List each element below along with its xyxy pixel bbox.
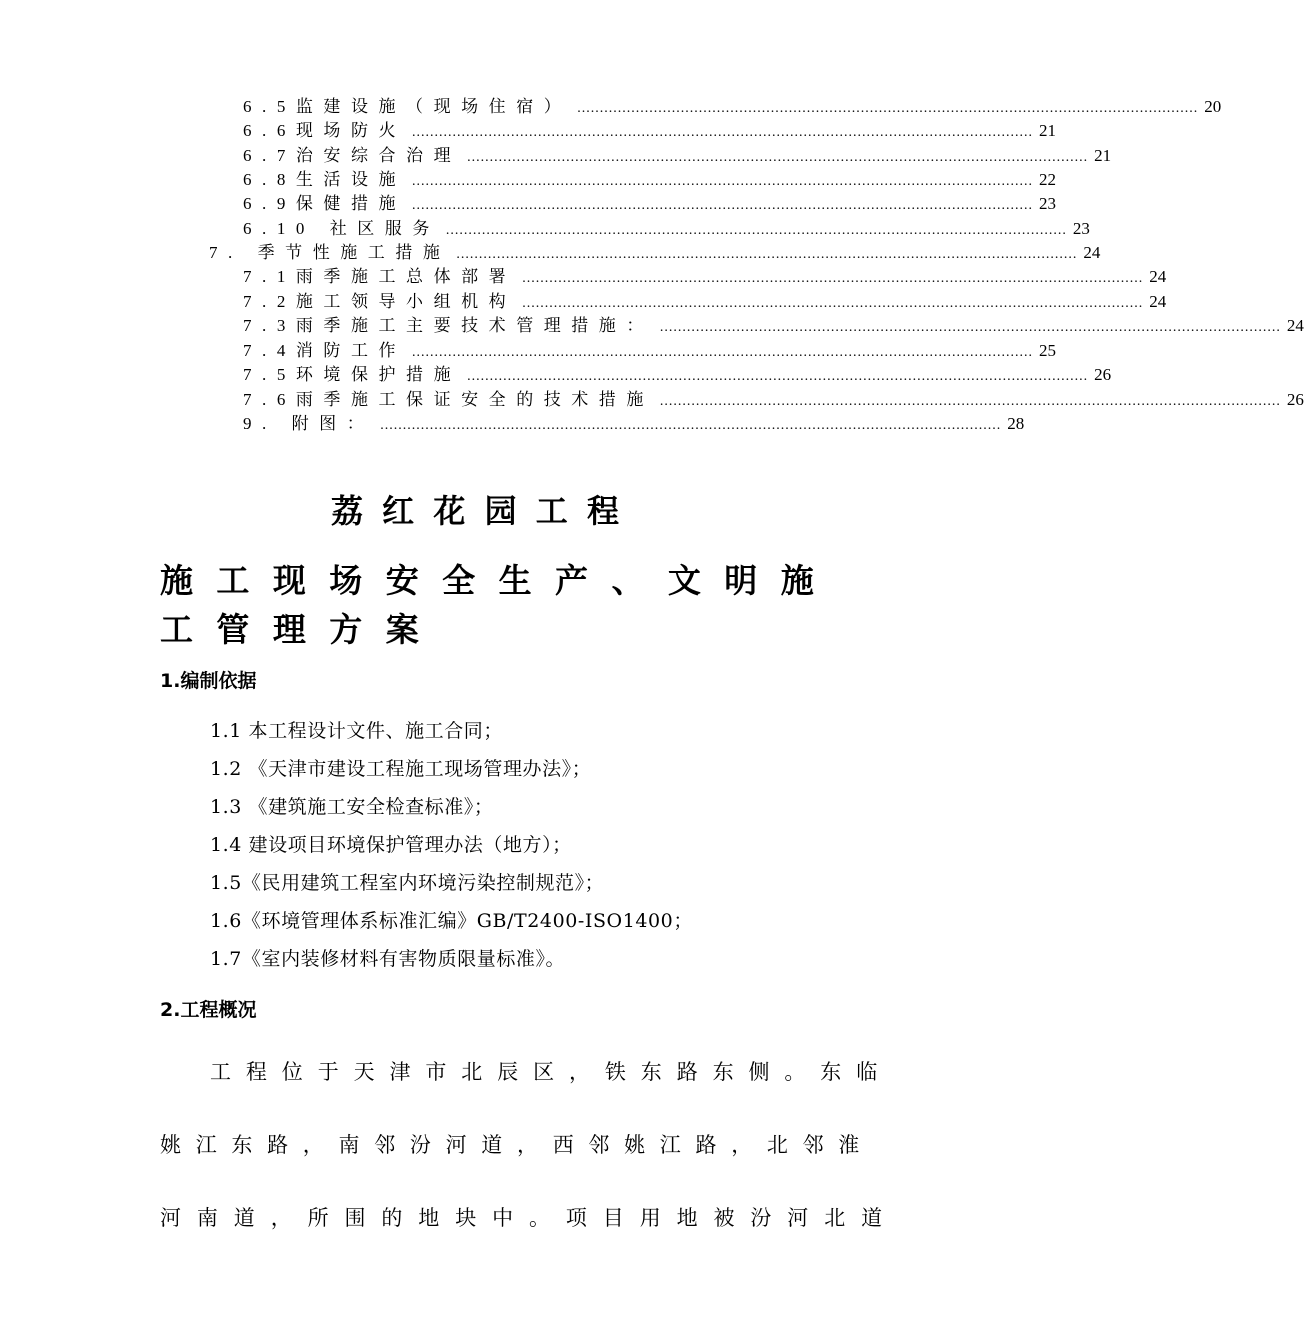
toc-entry-label: 6.8生活设施 [243, 170, 407, 189]
toc-leader-dots: .......................................................................................................................................... [467, 150, 1089, 165]
overview-paragraph-line: 姚江东路，南邻汾河道，西邻姚江路，北邻淮 [160, 1133, 874, 1157]
toc-entry-page: 24 [1149, 292, 1167, 311]
toc-entry-page: 23 [1072, 219, 1090, 238]
toc-entry-page: 23 [1039, 194, 1057, 213]
basis-item: 1.7《室内装修材料有害物质限量标准》。 [210, 948, 566, 970]
toc-entry-label: 7.6雨季施工保证安全的技术措施 [243, 390, 654, 409]
toc-entry[interactable] [243, 336, 1057, 360]
toc-leader-dots: .......................................................................................................................................... [659, 394, 1281, 409]
toc-entry-label: 7.5环境保护措施 [243, 365, 462, 384]
toc-leader-dots: .......................................................................................................................................... [467, 369, 1089, 384]
toc-entry[interactable] [243, 385, 1304, 409]
toc-entry-page: 20 [1204, 97, 1222, 116]
document-title: 荔红花园工程 [330, 492, 639, 530]
toc-entry-page: 24 [1286, 316, 1304, 335]
toc-entry-page: 28 [1007, 414, 1025, 433]
toc-entry-page: 26 [1094, 365, 1112, 384]
toc-leader-dots: .......................................................................................................................................... [412, 174, 1034, 189]
basis-item: 1.6《环境管理体系标准汇编》GB/T2400-ISO1400； [210, 910, 693, 932]
toc-entry-page: 26 [1286, 390, 1304, 409]
basis-item: 1.3 《建筑施工安全检查标准》； [210, 796, 494, 818]
basis-item: 1.4 建设项目环境保护管理办法（地方）； [210, 834, 572, 856]
toc-entry-label: 7.3雨季施工主要技术管理措施： [243, 316, 654, 335]
toc-leader-dots: .......................................................................................................................................... [522, 296, 1144, 311]
toc-entry-label: 6.5监建设施（现场住宿） [243, 97, 572, 116]
toc-entry[interactable] [209, 238, 1101, 262]
toc-entry[interactable] [243, 189, 1057, 213]
document-subtitle: 施工现场安全生产、文明施工管理方案 [160, 561, 838, 649]
toc-entry[interactable] [243, 262, 1167, 286]
toc-entry[interactable] [243, 165, 1057, 189]
toc-entry-page: 22 [1039, 170, 1057, 189]
toc-entry[interactable] [243, 409, 1025, 433]
toc-entry-page: 24 [1083, 243, 1101, 262]
toc-entry[interactable] [243, 311, 1304, 335]
basis-item: 1.1 本工程设计文件、施工合同； [210, 720, 503, 742]
toc-entry[interactable] [243, 92, 1222, 116]
toc-leader-dots: .......................................................................................................................................... [412, 125, 1034, 140]
toc-entry-label: 7.2施工领导小组机构 [243, 292, 517, 311]
toc-entry-label: 6.7治安综合治理 [243, 146, 462, 165]
toc-leader-dots: .......................................................................................................................................... [659, 320, 1281, 335]
toc-entry-page: 25 [1039, 341, 1057, 360]
toc-entry[interactable] [243, 360, 1112, 384]
overview-paragraph-line: 河南道，所围的地块中。项目用地被汾河北道 [160, 1206, 898, 1230]
toc-entry[interactable] [243, 116, 1057, 140]
toc-leader-dots: .......................................................................................................................................... [412, 198, 1034, 213]
toc-entry-label: 6.6现场防火 [243, 121, 407, 140]
overview-paragraph-line: 工程位于天津市北辰区，铁东路东侧。东临 [210, 1060, 893, 1084]
toc-entry-label: 9. 附图： [243, 414, 375, 433]
toc-entry-page: 21 [1094, 146, 1112, 165]
toc-entry-page: 24 [1149, 267, 1167, 286]
toc-entry-label: 7.4消防工作 [243, 341, 407, 360]
toc-entry[interactable] [243, 214, 1090, 238]
toc-entry[interactable] [243, 287, 1167, 311]
toc-leader-dots: .......................................................................................................................................... [522, 271, 1144, 286]
toc-entry-label: 7. 季节性施工措施 [209, 243, 451, 262]
toc-entry-label: 6.9保健措施 [243, 194, 407, 213]
toc-leader-dots: .......................................................................................................................................... [380, 418, 1002, 433]
toc-leader-dots: .......................................................................................................................................... [445, 223, 1067, 238]
toc-leader-dots: .......................................................................................................................................... [456, 247, 1078, 262]
toc-entry-page: 21 [1039, 121, 1057, 140]
section-heading-basis: 1.编制依据 [160, 670, 257, 692]
toc-leader-dots: .......................................................................................................................................... [577, 101, 1199, 116]
toc-entry-label: 6.10 社区服务 [243, 219, 440, 238]
toc-leader-dots: .......................................................................................................................................... [412, 345, 1034, 360]
section-heading-overview: 2.工程概况 [160, 999, 257, 1021]
basis-item: 1.2 《天津市建设工程施工现场管理办法》； [210, 758, 592, 780]
toc-entry-label: 7.1雨季施工总体部署 [243, 267, 517, 286]
basis-item: 1.5《民用建筑工程室内环境污染控制规范》； [210, 872, 605, 894]
toc-entry[interactable] [243, 141, 1112, 165]
